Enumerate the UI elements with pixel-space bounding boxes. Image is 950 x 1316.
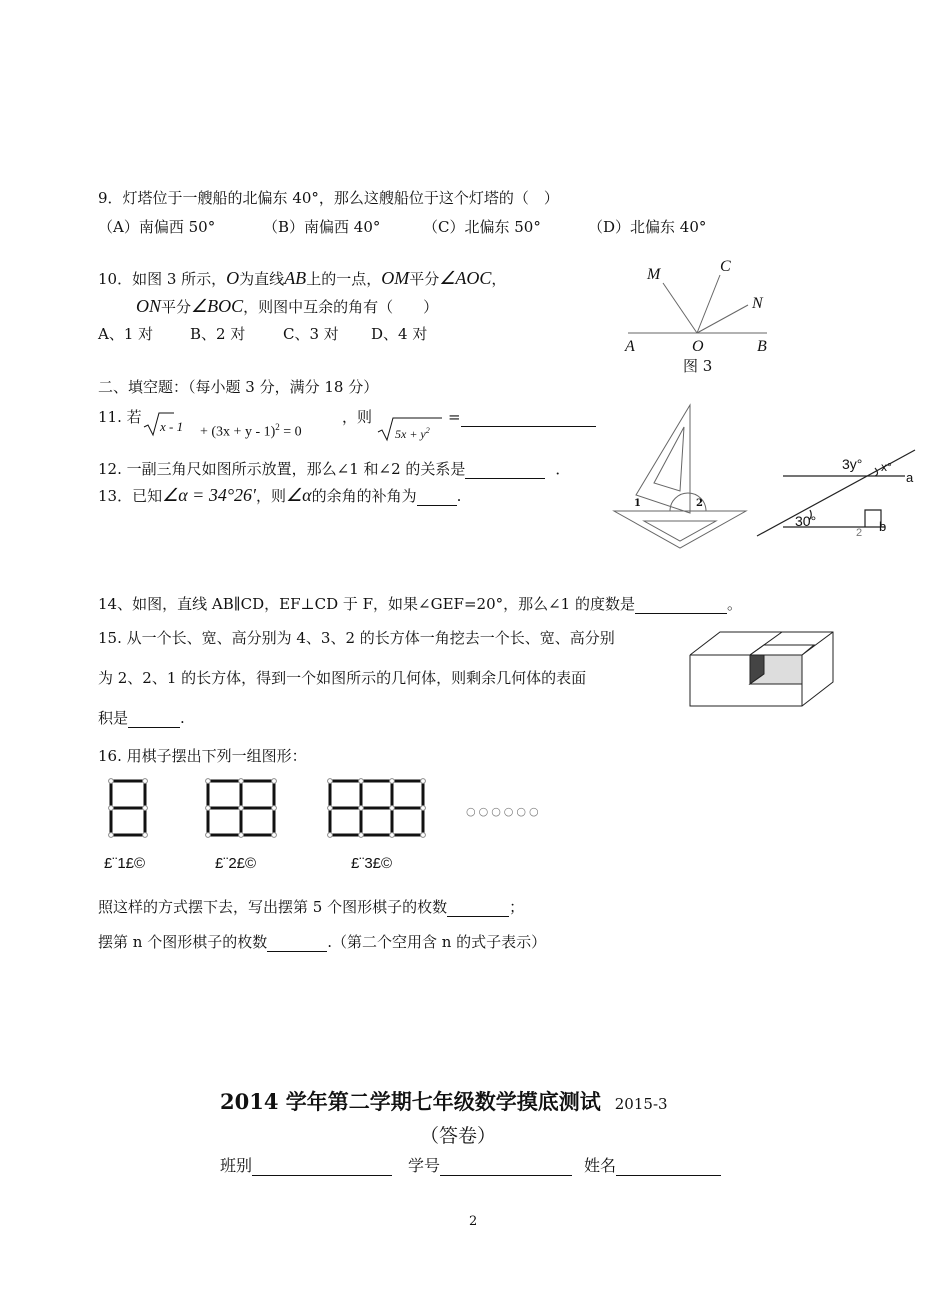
q15-end: .	[180, 709, 185, 727]
q15-answer-blank[interactable]	[128, 711, 180, 728]
ray-om	[663, 283, 697, 333]
set-square-45-inner	[644, 521, 716, 541]
q16-line1-text: 照这样的方式摆下去，写出摆第 5 个图形棋子的枚数	[98, 898, 448, 916]
q10-text-f: 平分	[161, 298, 192, 316]
fig3-label-o: O	[692, 338, 704, 355]
set-square-30-60-inner	[654, 427, 684, 491]
notch-top-edge	[750, 645, 814, 655]
q10-text-g: ，则图中互余的角有（ ）	[243, 298, 439, 316]
q10-text-e: ，	[491, 270, 507, 288]
q9-option-b: （B）南偏西 40°	[263, 218, 381, 236]
q13-end: .	[456, 487, 462, 505]
q14-text	[98, 594, 742, 614]
q10-line1	[98, 268, 506, 289]
q13-angle: ∠α	[285, 485, 312, 505]
parallel-lines-figure	[755, 450, 925, 550]
q12-answer-blank[interactable]	[465, 462, 545, 479]
q11-expression	[200, 417, 302, 443]
q12-end: ．	[555, 460, 571, 478]
q14-stem: 14、如图，直线 AB∥CD，EF⊥CD 于 F，如果∠GEF=20°，那么∠1 的度数是	[98, 595, 635, 613]
q11-prefix: 11. 若	[98, 408, 142, 426]
q12-stem: 12. 一副三角尺如图所示放置，那么∠1 和∠2 的关系是	[98, 460, 466, 478]
q10-text-a: 10．如图 3 所示，	[98, 270, 227, 288]
pattern-1-caption: £¨1£©	[104, 855, 146, 872]
q11-radicand: x - 1	[160, 419, 184, 434]
student-id-label: 学号	[408, 1156, 441, 1175]
fig3-label-b: B	[757, 338, 767, 355]
pattern-3-caption: £¨3£©	[351, 855, 393, 872]
pattern-1	[108, 778, 148, 840]
ray-oc	[697, 275, 720, 333]
section-heading: 二、填空题：（每小题 3 分，满分 18 分）	[98, 378, 379, 396]
fig3-label-n: N	[752, 295, 763, 312]
q10-text-d: 平分	[409, 270, 440, 288]
q11-answer	[448, 407, 596, 427]
pattern-3	[327, 778, 429, 840]
q10-option-b: B、2 对	[190, 325, 246, 343]
q16-line1-end: ；	[509, 898, 525, 916]
q15-line1: 15. 从一个长、宽、高分别为 4、3、2 的长方体一角挖去一个长、宽、高分别	[98, 629, 615, 647]
fig3-label-a: A	[625, 338, 635, 355]
q10-angle-boc: ∠BOC	[191, 296, 244, 316]
q16-intro: 16. 用棋子摆出下列一组图形：	[98, 747, 307, 765]
angle-2-label: 2	[696, 498, 703, 509]
q10-text-b: 为直线	[239, 270, 285, 288]
label-b: b	[879, 519, 887, 534]
fig3-label-c: C	[720, 258, 731, 275]
q16-line1	[98, 897, 524, 917]
q16-answer-blank-1[interactable]	[447, 900, 509, 917]
q10-option-d: D、4 对	[371, 325, 428, 343]
q15-line2: 为 2、2、1 的长方体，得到一个如图所示的几何体，则剩余几何体的表面	[98, 669, 587, 687]
pattern-2-caption: £¨2£©	[215, 855, 257, 872]
q13-text-a: 13．已知	[98, 487, 163, 505]
label-30: 30°	[795, 513, 817, 529]
q12-text	[98, 459, 570, 479]
q11-exponent: 2	[275, 422, 280, 432]
q10-ray-on: ON	[136, 296, 162, 316]
q10-ray-om: OM	[381, 268, 410, 288]
name-label: 姓名	[584, 1156, 617, 1175]
q10-option-a: A、1 对	[98, 325, 154, 343]
q16-line2-text: 摆第 n 个图形棋子的枚数	[98, 933, 268, 951]
q13-answer-blank[interactable]	[417, 489, 457, 506]
angle-1-label: 1	[634, 498, 641, 509]
fig3-caption: 图 3	[683, 357, 713, 375]
q11-then: ，则	[342, 408, 373, 426]
label-a: a	[906, 470, 914, 485]
q13-text	[98, 485, 461, 506]
set-squares-figure	[612, 403, 752, 553]
q11-expr-end: = 0	[283, 424, 302, 440]
cuboid-figure	[688, 630, 838, 710]
q9-option-a: （A）南偏西 50°	[98, 218, 216, 236]
answer-sheet-title	[220, 1086, 668, 1116]
q10-line2	[136, 296, 438, 317]
q15-line3	[98, 708, 185, 728]
q15-line3-text: 积是	[98, 709, 129, 727]
q16-line2	[98, 932, 546, 952]
label-3y: 3y°	[842, 456, 863, 472]
answer-sheet-title-text: 2014 学年第二学期七年级数学摸底测试	[220, 1089, 601, 1114]
q10-text-c: 上的一点，	[306, 270, 382, 288]
answer-sheet-subtitle: （答卷）	[420, 1125, 497, 1147]
q16-line2-end: .（第二个空用含 n 的式子表示）	[327, 933, 547, 951]
q14-answer-blank[interactable]	[635, 597, 727, 614]
q10-angle-aoc: ∠AOC	[439, 268, 492, 288]
student-info	[220, 1156, 721, 1176]
q13-angle-value: ∠α = 34°26′	[162, 485, 256, 505]
fig3-label-m: M	[647, 266, 661, 283]
q16-answer-blank-2[interactable]	[267, 935, 327, 952]
set-square-45	[614, 511, 746, 548]
name-field[interactable]	[616, 1159, 721, 1176]
q10-option-c: C、3 对	[283, 325, 339, 343]
student-id-field[interactable]	[440, 1159, 572, 1176]
q10-point-o: O	[226, 268, 240, 288]
label-2: 2	[856, 527, 863, 539]
q11-radicand2-text: 5x + y	[395, 427, 426, 441]
q10-line-ab: AB	[284, 268, 307, 288]
page-number: 2	[469, 1214, 478, 1229]
class-label: 班别	[220, 1156, 253, 1175]
q9-option-d: （D）北偏东 40°	[588, 218, 707, 236]
pattern-2	[205, 778, 277, 840]
ray-on	[697, 305, 748, 333]
q13-text-b: ，则	[255, 487, 286, 505]
answer-sheet-date: 2015-3	[614, 1095, 668, 1113]
pattern-ellipsis: ○○○○○○	[466, 805, 542, 818]
q9-option-c: （C）北偏东 50°	[423, 218, 541, 236]
q11-expr-body: + (3x + y - 1)	[200, 424, 276, 440]
label-x: x°	[881, 460, 892, 474]
class-field[interactable]	[252, 1159, 392, 1176]
q14-end: 。	[727, 595, 743, 613]
q11-answer-blank[interactable]	[461, 410, 596, 427]
q11-radicand2	[395, 421, 430, 444]
q13-text-c: 的余角的补角为	[311, 487, 417, 505]
q11-radicand2-exp: 2	[425, 426, 430, 435]
q9-stem: 9．灯塔位于一艘船的北偏东 40°，那么这艘船位于这个灯塔的（ ）	[98, 189, 559, 207]
q11-equals: =	[448, 408, 461, 426]
